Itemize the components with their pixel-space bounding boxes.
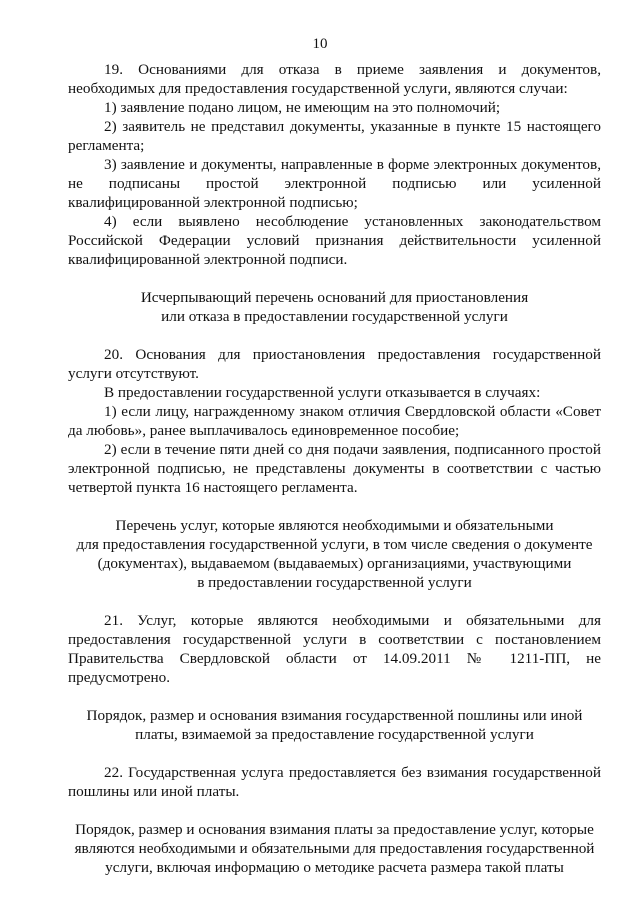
heading-fee-line: Порядок, размер и основания взимания государственной пошлины или иной [86, 707, 583, 724]
heading-payment [68, 820, 601, 877]
heading-payment-line: являются необходимыми и обязательными для предоставления государственной [74, 840, 595, 857]
paragraph-20-item-1: 1) если лицу, награжденному знаком отличия Свердловской области «Совет да любовь», ранее выплачивалось единовременное пособие; [68, 403, 601, 439]
heading-suspension-line: или отказа в предоставлении государственной услуги [161, 308, 508, 325]
heading-fee [68, 706, 601, 744]
heading-services-line: (документах), выдаваемом (выдаваемых) организациями, участвующими [97, 555, 572, 572]
paragraph-22: 22. Государственная услуга предоставляется без взимания государственной пошлины или иной платы. [68, 764, 601, 800]
heading-services-line: для предоставления государственной услуги, в том числе сведения о документе [76, 536, 593, 553]
paragraph-20-intro: 20. Основания для приостановления предоставления государственной услуги отсутствуют. [68, 346, 601, 382]
paragraph-20-refusal: В предоставлении государственной услуги отказывается в случаях: [104, 384, 541, 401]
heading-payment-line: услуги, включая информацию о методике расчета размера такой платы [105, 859, 564, 876]
heading-payment-line: Порядок, размер и основания взимания платы за предоставление услуг, которые [75, 821, 594, 838]
page-content [68, 60, 601, 877]
heading-services [68, 516, 601, 592]
heading-suspension-line: Исчерпывающий перечень оснований для приостановления [140, 289, 529, 306]
paragraph-19-item-4: 4) если выявлено несоблюдение установленных законодательством Российской Федерации условий признания действительности усиленной квалифицированной электронной подписи. [68, 213, 601, 268]
heading-services-line: Перечень услуг, которые являются необходимыми и обязательными [115, 517, 554, 534]
paragraph-19-item-1: 1) заявление подано лицом, не имеющим на это полномочий; [104, 99, 501, 116]
paragraph-19-item-2: 2) заявитель не представил документы, указанные в пункте 15 настоящего регламента; [68, 118, 601, 154]
heading-fee-line: платы, взимаемой за предоставление государственной услуги [135, 726, 534, 743]
page-number: 10 [312, 36, 328, 52]
paragraph-21: 21. Услуг, которые являются необходимыми и обязательными для предоставления государственной услуги в соответствии с постановлением Правительства Свердловской области от 14.09.2011 № 1211-ПП, не предусмотрено. [68, 612, 601, 686]
paragraph-20-item-2: 2) если в течение пяти дней со дня подачи заявления, подписанного простой электронной подписью, не представлены документы в соответствии с частью четвертой пункта 16 настоящего регламента. [68, 441, 601, 496]
heading-suspension [68, 288, 601, 326]
paragraph-19-item-3: 3) заявление и документы, направленные в форме электронных документов, не подписаны простой электронной подписью или усиленной квалифицированной электронной подписью; [68, 156, 601, 211]
heading-services-line: в предоставлении государственной услуги [197, 574, 472, 591]
paragraph-19-intro: 19. Основаниями для отказа в приеме заявления и документов, необходимых для предоставления государственной услуги, являются случаи: [68, 61, 601, 97]
